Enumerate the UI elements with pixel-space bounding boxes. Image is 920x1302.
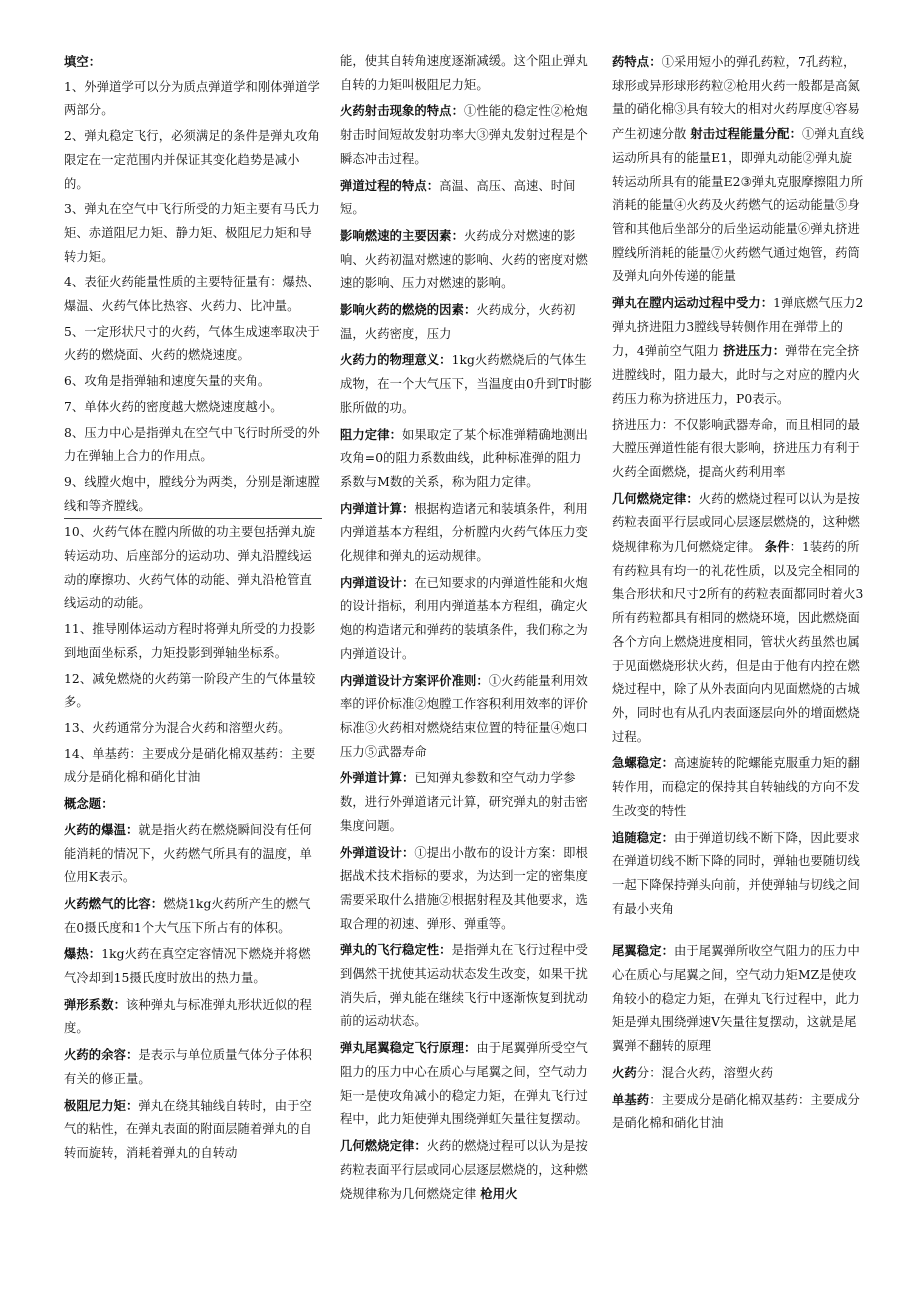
definition-term: 药特点： <box>612 54 662 69</box>
definition-text: 已知弹丸参数和空气动力学参数，进行外弹道诸元计算，研究弹丸的射击密集度问题。 <box>340 771 588 833</box>
definition-entry <box>340 423 592 495</box>
definition-term: 弹丸的飞行稳定性： <box>340 942 452 958</box>
definition-text: ①性能的稳定性②枪炮射击时间短故发射功率大③弹丸发射过程是个瞬态冲击过程。 <box>340 104 588 166</box>
definition-entry <box>340 1134 592 1207</box>
fill-item: 8、压力中心是指弹丸在空气中飞行时所受的外力在弹轴上合力的作用点。 <box>64 425 320 464</box>
definition-term: 弹道过程的特点： <box>340 177 440 193</box>
definition-entry <box>612 751 864 823</box>
definition-term: 影响燃速的主要因素： <box>340 227 464 243</box>
definition-term: 火药 <box>612 1064 637 1080</box>
concept-term: 火药的余容： <box>64 1047 139 1063</box>
definition-text: ①采用短小的弹孔药粒，7孔药粒，球形或异形球形药粒②枪用火药一般都是高氮量的硝化棉③具有较大的相对火药厚度④容易产生初速分散 <box>612 55 860 142</box>
definition-entry <box>340 571 592 667</box>
definition-entry <box>340 497 592 569</box>
continuation-text: 能，使其自转角速度逐渐减缓。这个阻止弹丸自转的力矩叫极阻尼力矩。 <box>340 54 588 92</box>
definition-term: 单基药 <box>612 1091 650 1107</box>
definition-text: 挤进压力：不仅影响武器寿命，而且相同的最大膛压弹道性能有很大影响，挤进压力有利于火药全面燃烧，提高火药利用率 <box>612 417 860 479</box>
definition-entry <box>340 938 592 1034</box>
definition-term: 内弹道设计： <box>340 574 415 590</box>
definition-term: 弹丸尾翼稳定飞行原理： <box>340 1040 477 1056</box>
definition-term: 影响火药的燃烧的因素： <box>340 302 477 318</box>
definition-term: 阻力定律： <box>340 426 402 442</box>
definition-entry <box>612 1088 864 1136</box>
definition-text: ①弹丸直线运动所具有的能量E1，即弹丸动能②弹丸旋转运动所具有的能量E2③弹丸克服摩擦阻力所消耗的能量④火药及火药燃气的运动能量⑤身管和其他后坐部分的后坐运动能量⑥弹丸挤进膛线所消耗的能量⑦火药燃气通过炮管，药筒及弹丸向外传递的能量 <box>612 127 864 284</box>
concept-entry <box>64 1094 322 1166</box>
concept-entry <box>64 942 322 990</box>
definition-entry <box>340 1036 592 1132</box>
definition-text: 火药成分对燃速的影响、火药初温对燃速的影响、火药的密度对燃速的影响、压力对燃速的影响。 <box>340 228 588 291</box>
definition-text: 由于弹道切线不断下降，因此要求在弹道切线不断下降的同时，弹轴也要随切线一起下降保持弹头向前，并使弹轴与切线之间有最小夹角 <box>612 830 860 916</box>
definition-entry <box>612 487 864 750</box>
definition-entry <box>340 766 592 838</box>
definition-text: 火药的燃烧过程可以认为是按药粒表面平行层或同心层逐层燃烧的，这种燃烧规律称为几何燃烧定律 <box>340 1138 588 1202</box>
definition-term: 内弹道计算： <box>340 500 415 516</box>
definition-text: 弹带在完全挤进膛线时，阻力最大，此时与之对应的膛内火药压力称为挤进压力，P0表示。 <box>612 344 860 406</box>
definition-text: 在已知要求的内弹道性能和火炮的设计指标，利用内弹道基本方程组，确定火炮的构造诸元和弹药的装填条件，我们称之为内弹道设计。 <box>340 575 588 661</box>
definition-term: 外弹道设计： <box>340 844 415 860</box>
fill-in-heading: 填空： <box>64 54 102 69</box>
definition-entry <box>340 174 592 222</box>
definition-term: 尾翼稳定： <box>612 943 674 959</box>
column-left <box>64 50 322 1168</box>
definition-entry <box>612 291 864 412</box>
definition-term: 挤进压力： <box>723 343 786 359</box>
column-right <box>612 50 864 1138</box>
definition-term: 几何燃烧定律： <box>340 1137 427 1153</box>
definition-term: 射击过程能量分配： <box>690 126 802 142</box>
definition-term: 外弹道计算： <box>340 770 415 786</box>
fill-item: 10、火药气体在膛内所做的功主要包括弹丸旋转运动功、后座部分的运动功、弹丸沿膛线运动的摩擦功、火药气体的动能、弹丸沿枪管直线运动的动能。 <box>64 525 316 611</box>
definition-term: 火药力的物理意义： <box>340 352 452 368</box>
definition-entry <box>612 939 864 1059</box>
definition-term: 几何燃烧定律： <box>612 490 699 506</box>
fill-item: 14、单基药：主要成分是硝化棉双基药：主要成分是硝化棉和硝化甘油 <box>64 746 316 785</box>
definition-entry <box>340 669 592 765</box>
definition-term: 枪用火 <box>480 1186 518 1202</box>
concept-text: 1kg火药在真空定容情况下燃烧并将燃气冷却到15摄氏度时放出的热力量。 <box>64 947 311 986</box>
definition-text: 是指弹丸在飞行过程中受到偶然干扰使其运动状态发生改变，如果干扰消失后，弹丸能在继续飞行中逐渐恢复到扰动前的运动状态。 <box>340 943 588 1029</box>
definition-text: 火药成分，火药初温，火药密度，压力 <box>340 303 576 341</box>
fill-item: 12、减免燃烧的火药第一阶段产生的气体量较多。 <box>64 671 316 710</box>
concept-term: 弹形系数： <box>64 996 126 1012</box>
definition-entry <box>340 224 592 296</box>
concept-entry <box>64 892 322 940</box>
concept-term: 爆热： <box>64 946 102 962</box>
definition-term: 弹丸在膛内运动过程中受力： <box>612 295 774 311</box>
fill-item: 6、攻角是指弹轴和速度矢量的夹角。 <box>64 374 271 389</box>
definition-entry <box>612 50 864 289</box>
fill-item: 4、表征火药能量性质的主要特征量有：爆热、爆温、火药气体比热容、火药力、比冲量。 <box>64 275 320 314</box>
concept-text: 就是指火药在燃烧瞬间没有任何能消耗的情况下，火药燃气所具有的温度，单位用K表示。 <box>64 822 312 885</box>
fill-item: 2、弹丸稳定飞行，必须满足的条件是弹丸攻角限定在一定范围内并保证其变化趋势是减小的。 <box>64 129 320 191</box>
definition-text: 高温、高压、高速、时间短。 <box>340 178 576 217</box>
concept-entry <box>64 993 322 1041</box>
concept-entry <box>64 1043 322 1091</box>
fill-item: 7、单体火药的密度越大燃烧速度越小。 <box>64 399 283 414</box>
definition-text: 由于尾翼弹所收空气阻力的压力中心在质心与尾翼之间，空气动力矩MZ是使攻角较小的稳定力矩，在弹丸飞行过程中，此力矩是弹丸围绕弹速V矢量往复摆动，这就是尾翼弹不翻转的原理 <box>612 944 860 1054</box>
definition-text: 由于尾翼弹所受空气阻力的压力中心在质心与尾翼之间，空气动力矩一是使攻角减小的稳定力矩，在弹丸飞行过程中，此力矩使弹丸围绕弹虹矢量往复摆动。 <box>340 1041 588 1127</box>
fill-item: 13、火药通常分为混合火药和溶塑火药。 <box>64 720 291 735</box>
definition-term: 条件 <box>764 539 790 555</box>
definition-term: 内弹道设计方案评价准则： <box>340 672 489 688</box>
definition-text: 如果取定了某个标准弹精确地测出攻角=0的阻力系数曲线，此种标准弹的阻力系数与M数的关系，称为阻力定律。 <box>340 427 588 489</box>
concept-entry <box>64 818 322 890</box>
concept-text: 燃烧1kg火药所产生的燃气在0摄氏度和1个大气压下所占有的体积。 <box>64 896 311 935</box>
concept-text: 是表示与单位质量气体分子体积有关的修正量。 <box>64 1048 312 1086</box>
definition-entry <box>612 1061 864 1086</box>
fill-item: 9、线膛火炮中，膛线分为两类，分别是渐速膛线和等齐膛线。 <box>64 471 322 519</box>
definition-entry <box>612 826 864 922</box>
concept-text: 弹丸在绕其轴线自转时，由于空气的粘性，在弹丸表面的附面层随着弹丸的自转而旋转，消耗着弹丸的自转动 <box>64 1098 312 1160</box>
definition-text: ①火药能量利用效率的评价标准②炮膛工作容积利用效率的评价标准③火药相对燃烧结束位置的特征量④炮口压力⑤武器寿命 <box>340 673 588 759</box>
fill-item: 5、一定形状尺寸的火药，气体生成速率取决于火药的燃烧面、火药的燃烧速度。 <box>64 324 320 363</box>
definition-entry <box>340 841 592 937</box>
definition-term: 急螺稳定： <box>612 755 674 771</box>
definition-term: 追随稳定： <box>612 829 674 845</box>
fill-item: 3、弹丸在空气中飞行所受的力矩主要有马氏力矩、赤道阻尼力矩、静力矩、极阻尼力矩和导转力矩。 <box>64 202 320 264</box>
concept-term: 火药燃气的比容： <box>64 895 164 911</box>
definition-entry <box>340 99 592 171</box>
definition-text: 火药的燃烧过程可以认为是按药粒表面平行层或同心层逐层燃烧的，这种燃烧规律称为几何燃烧定律。 <box>612 491 860 555</box>
definition-entry <box>612 414 864 485</box>
fill-item: 11、推导刚体运动方程时将弹丸所受的力投影到地面坐标系，力矩投影到弹轴坐标系。 <box>64 622 316 660</box>
definition-text: 分：混合火药，溶塑火药 <box>636 1065 774 1080</box>
definition-text: ①提出小散布的设计方案：即根据战术技术指标的要求，为达到一定的密集度需要采取什么措施②根据射程及其他要求，选取合理的初速、弹形、弹重等。 <box>340 845 588 931</box>
concept-heading: 概念题： <box>64 796 114 812</box>
fill-item: 1、外弹道学可以分为质点弹道学和刚体弹道学两部分。 <box>64 79 320 118</box>
definition-entry <box>340 298 592 346</box>
definition-text: ：主要成分是硝化棉双基药：主要成分是硝化棉和硝化甘油 <box>612 1092 860 1131</box>
definition-text: 1弹底燃气压力2弹丸挤进阻力3膛线导转侧作用在弹带上的力，4弹前空气阻力 <box>612 296 864 359</box>
concept-text: 该种弹丸与标准弹丸形状近似的程度。 <box>64 997 312 1036</box>
definition-text: 1kg火药燃烧后的气体生成物，在一个大气压下，当温度由0升到T时膨胀所做的功。 <box>340 353 592 415</box>
definition-text: 根据构造诸元和装填条件，利用内弹道基本方程组，分析膛内火药气体压力变化规律和弹丸的运动规律。 <box>340 501 588 564</box>
definition-term: 火药射击现象的特点： <box>340 103 464 119</box>
definition-text: ：1装药的所有药粒具有均一的礼花性质，以及完全相同的集合形状和尺寸2所有的药粒表面都同时着火3所有药粒都具有相同的燃烧环境，因此燃烧面各个方向上燃烧进度相同，管状火药虽然也属于见面燃烧形状火药，但是由于他有内控在燃烧过程中，除了从外表面向内见面燃烧的古城外，同时也有从孔内表面逐层向外的增面燃烧过程。 <box>612 540 864 744</box>
definition-entry <box>340 348 592 420</box>
concept-term: 极阻尼力矩： <box>64 1097 139 1113</box>
definition-text: 高速旋转的陀螺能克服重力矩的翻转作用，而稳定的保持其自转轴线的方向不发生改变的特性 <box>612 756 860 818</box>
concept-term: 火药的爆温： <box>64 821 139 837</box>
column-middle <box>340 50 592 1209</box>
